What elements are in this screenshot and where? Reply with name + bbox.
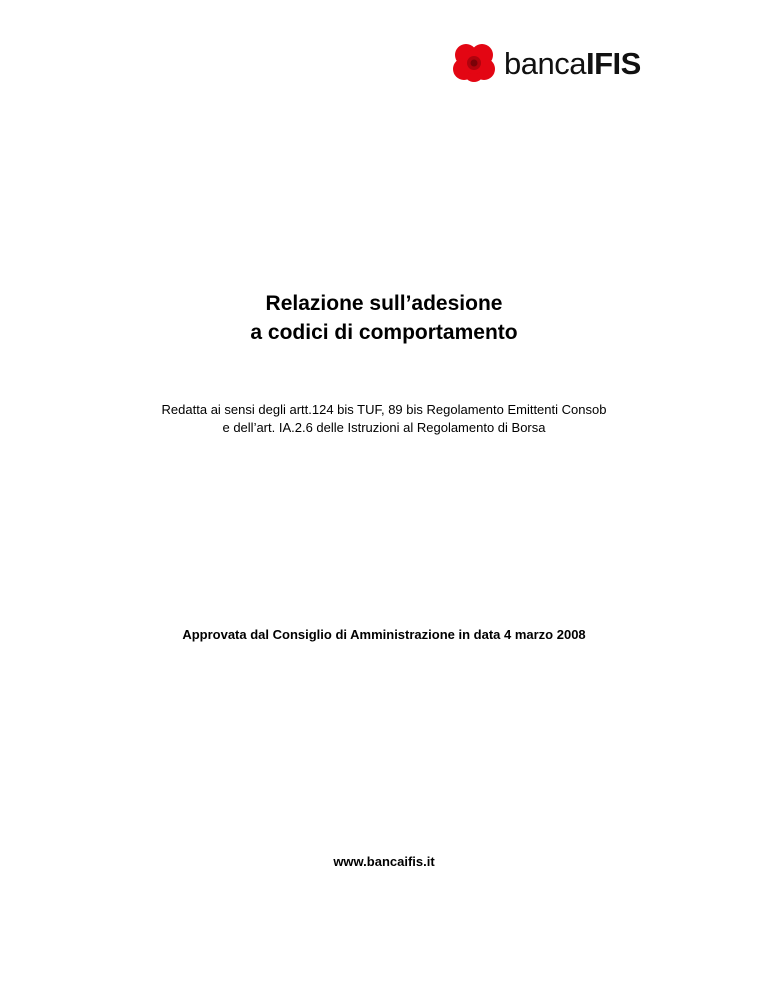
brand-wordmark — [504, 45, 641, 81]
brand-logo — [452, 42, 641, 84]
title-line-2: a codici di comportamento — [250, 321, 518, 344]
document-title — [0, 289, 768, 347]
subtitle-line-2: e dell’art. IA.2.6 delle Istruzioni al Regolamento di Borsa — [222, 420, 546, 435]
poppy-flower-icon — [452, 42, 496, 84]
brand-name-regular: banca — [504, 45, 586, 81]
subtitle-line-1: Redatta ai sensi degli artt.124 bis TUF, 89 bis Regolamento Emittenti Consob — [161, 402, 607, 417]
website-link[interactable]: www.bancaifis.it — [333, 854, 435, 869]
approval-statement: Approvata dal Consiglio di Amministrazione in data 4 marzo 2008 — [182, 627, 586, 642]
document-subtitle — [0, 401, 768, 437]
title-line-1: Relazione sull’adesione — [265, 292, 503, 315]
brand-name-bold: IFIS — [585, 45, 641, 81]
